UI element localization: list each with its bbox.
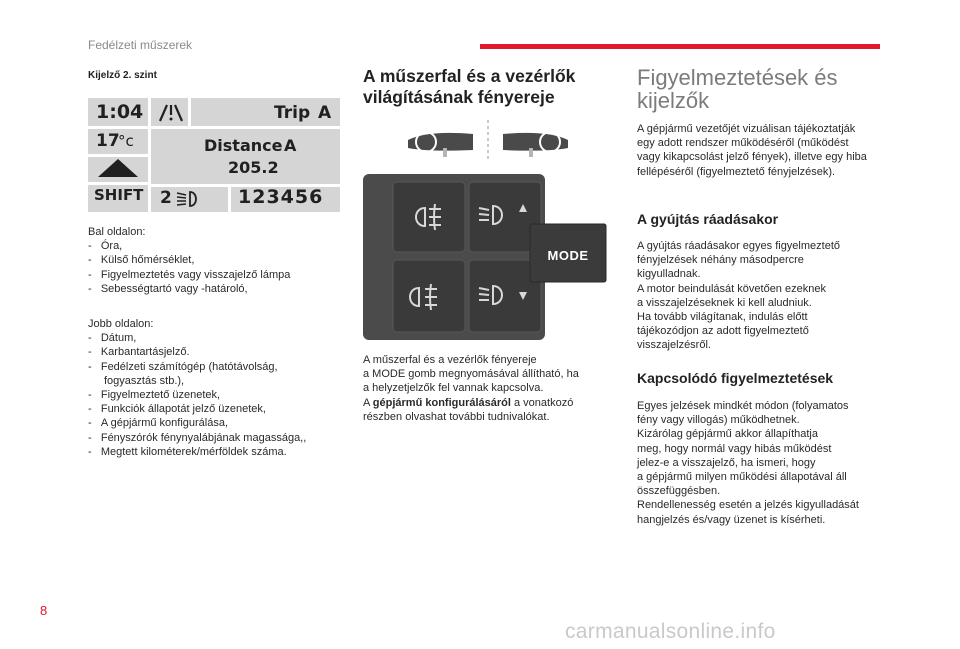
list-item: - Külső hőmérséklet,	[88, 254, 195, 267]
list-item: - A gépjármű konfigurálása,	[88, 417, 229, 430]
list-item: - Funkciók állapotát jelző üzenetek,	[88, 403, 266, 416]
list-item: - Sebességtartó vagy -határoló,	[88, 282, 248, 295]
left-side-title: Bal oldalon:	[88, 226, 146, 238]
lcd-temperature: 17	[96, 131, 120, 151]
lcd-shift-label: SHIFT	[94, 186, 144, 204]
warnings-intro: A gépjármű vezetőjét vizuálisan tájékoztatják egy adott rendszer működéséről (működést vagy kikapcsolást jelző fények), illetve egy hiba fellépéséről (figyelmeztető fényjelzések).	[637, 123, 867, 178]
lcd-trip-label: Trip	[274, 103, 311, 123]
display-level-heading: Kijelző 2. szint	[88, 70, 157, 81]
shift-arrow-icon	[96, 158, 140, 178]
list-item: - Óra,	[88, 240, 123, 253]
lcd-odometer: 123456	[238, 186, 324, 208]
lcd-distance-value: 205.2	[228, 158, 279, 177]
page-number: 8	[40, 603, 48, 618]
lcd-trip-unit: A	[318, 103, 332, 123]
list-item: - Fedélzeti számítógép (hatótávolság,	[88, 360, 278, 373]
lighting-section-title: A műszerfal és a vezérlők világításának fényereje	[363, 66, 576, 107]
header-accent-bar	[480, 44, 880, 49]
vehicle-config-reference: gépjármű konfigurálásáról	[372, 396, 511, 409]
headlamp-level-icon	[174, 189, 202, 209]
list-item: - Megtett kilométerek/mérföldek száma.	[88, 445, 287, 458]
ignition-text: A gyújtás ráadásakor egyes figyelmeztető fényjelzések néhány másodpercre kigyulladnak. A motor beindulását követően ezeknek a visszajelzéseknek ki kell aludniuk. Ha tovább világítanak, indulás előtt tájékozódjon az adott figyelmeztető visszajelzésről.	[637, 240, 841, 352]
list-item-continuation: fogyasztás stb.),	[104, 374, 185, 387]
lcd-temperature-unit: °c	[118, 132, 134, 150]
steering-wheel-left-icon	[408, 132, 473, 157]
related-warnings-subheading: Kapcsolódó figyelmeztetések	[637, 370, 834, 386]
mode-button-illustration	[363, 120, 613, 340]
lighting-description: A műszerfal és a vezérlők fényereje a MODE gomb megnyomásával állítható, ha a helyzetjelzők fel vannak kapcsolva. A gépjármű konfigurálásáról a vonatkozó részben olvashat további tudnivalókat.	[363, 354, 579, 423]
lcd-clock: 1:04	[96, 101, 144, 123]
steering-wheel-right-icon	[503, 132, 568, 157]
right-side-list	[88, 317, 358, 459]
lcd-distance-label: Distance	[204, 136, 283, 155]
watermark: carmanualsonline.info	[565, 620, 776, 643]
lcd-distance-unit: A	[284, 136, 297, 155]
warnings-section-title: Figyelmeztetések és kijelzők	[637, 65, 838, 113]
list-item: - Figyelmeztető üzenetek,	[88, 389, 221, 402]
list-item: - Dátum,	[88, 332, 137, 345]
related-warnings-text: Egyes jelzések mindkét módon (folyamatos fény vagy villogás) működhetnek. Kizárólag gépjármű akkor állapíthatja meg, hogy normál vagy hibás működést jelez-e a visszajelző, ha ismeri, hogy a gépjármű milyen működési állapotával áll összefüggésben. Rendellenesség esetén a jelzés kigyulladását hangjelzés és/vagy üzenet is kísérheti.	[637, 400, 859, 526]
left-side-list	[88, 225, 348, 296]
section-title: Fedélzeti műszerek	[88, 38, 193, 52]
lcd-display-illustration	[88, 98, 340, 212]
warning-triangle-icon	[158, 103, 184, 123]
ignition-subheading: A gyújtás ráadásakor	[637, 211, 779, 227]
list-item: - Fényszórók fénynyalábjának magassága,,	[88, 431, 307, 444]
list-item: - Figyelmeztetés vagy visszajelző lámpa	[88, 268, 291, 281]
list-item: - Karbantartásjelző.	[88, 346, 190, 359]
right-side-title: Jobb oldalon:	[88, 318, 154, 330]
mode-button: MODE	[547, 248, 589, 263]
lcd-gear: 2	[160, 188, 172, 208]
